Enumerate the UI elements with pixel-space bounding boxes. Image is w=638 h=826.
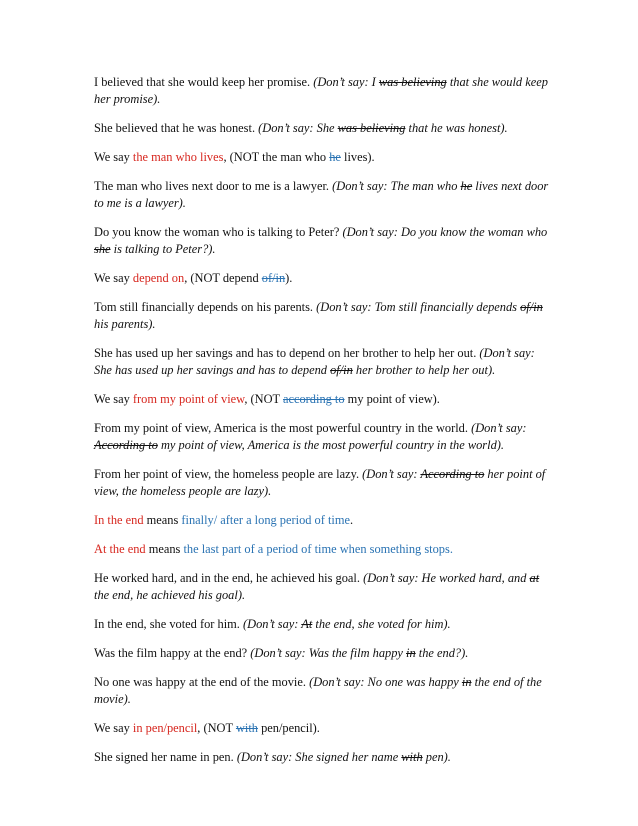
text-run: From my point of view, America is the most powerful country in the world. (94, 421, 472, 435)
paragraph (94, 299, 554, 333)
paragraph (94, 720, 554, 737)
dont-say-note: (Don’t say: She (258, 121, 338, 135)
struck-incorrect-word: at (529, 571, 540, 585)
struck-incorrect-word: in (406, 646, 416, 660)
dont-say-note: (Don’t say: (243, 617, 302, 631)
struck-incorrect-word: of/in (261, 271, 286, 285)
paragraph (94, 645, 554, 662)
paragraph (94, 74, 554, 108)
struck-incorrect-word: was believing (337, 121, 406, 135)
text-run: , (NOT depend (184, 271, 262, 285)
highlighted-phrase: from my point of view (132, 392, 245, 406)
dont-say-note: her point of view, the homeless people are lazy). (94, 467, 546, 498)
dont-say-note: (Don’t say: No one was happy (309, 675, 462, 689)
dont-say-note: her brother to help her out). (352, 363, 496, 377)
dont-say-note: lives next door to me is a lawyer). (94, 179, 549, 210)
struck-incorrect-word: was believing (378, 75, 447, 89)
paragraph (94, 749, 554, 766)
struck-incorrect-word: According to (420, 467, 485, 481)
text-run: We say (94, 392, 133, 406)
struck-incorrect-word: he (460, 179, 473, 193)
dont-say-note: (Don’t say: She has used up her savings and has to depend (94, 346, 535, 377)
text-run: , (NOT (244, 392, 283, 406)
paragraph (94, 224, 554, 258)
dont-say-note: the end of the movie). (94, 675, 542, 706)
dont-say-note: that she would keep her promise). (94, 75, 548, 106)
paragraph (94, 345, 554, 379)
text-run: The man who lives next door to me is a lawyer. (94, 179, 333, 193)
text-run: She believed that he was honest. (94, 121, 259, 135)
highlighted-phrase: depend on (132, 271, 185, 285)
text-run: . (350, 513, 354, 527)
dont-say-note: the end?). (415, 646, 469, 660)
dont-say-note: (Don’t say: I (313, 75, 379, 89)
text-run: She has used up her savings and has to depend on her brother to help her out. (94, 346, 480, 360)
struck-incorrect-word: with (235, 721, 258, 735)
struck-incorrect-word: of/in (520, 300, 543, 314)
dont-say-note: (Don’t say: (362, 467, 421, 481)
text-run: Was the film happy at the end? (94, 646, 251, 660)
text-run: means (143, 513, 182, 527)
dont-say-note: pen). (422, 750, 451, 764)
dont-say-note: (Don’t say: She signed her name (236, 750, 402, 764)
text-run: , (NOT the man who (223, 150, 330, 164)
highlighted-phrase: in pen/pencil (132, 721, 198, 735)
text-run: From her point of view, the homeless people are lazy. (94, 467, 363, 481)
struck-incorrect-word: According to (94, 438, 158, 452)
paragraph (94, 420, 554, 454)
paragraph (94, 466, 554, 500)
text-run: In the end, she voted for him. (94, 617, 243, 631)
struck-incorrect-word: according to (282, 392, 345, 406)
text-run: Tom still financially depends on his parents. (94, 300, 317, 314)
dont-say-note: (Don’t say: (471, 421, 527, 435)
dont-say-note: (Don’t say: Tom still financially depends (316, 300, 521, 314)
text-run: , (NOT (197, 721, 236, 735)
highlighted-phrase: At the end (94, 542, 146, 556)
paragraph (94, 674, 554, 708)
text-run: No one was happy at the end of the movie. (94, 675, 310, 689)
highlighted-phrase: the man who lives (132, 150, 224, 164)
dont-say-note: (Don’t say: He worked hard, and (363, 571, 530, 585)
struck-incorrect-word: she (94, 242, 111, 256)
definition-text: the last part of a period of time when something stops. (183, 542, 453, 556)
paragraph (94, 391, 554, 408)
dont-say-note: (Don’t say: The man who (332, 179, 461, 193)
text-run: means (145, 542, 184, 556)
text-run: We say (94, 271, 133, 285)
text-run: Do you know the woman who is talking to Peter? (94, 225, 343, 239)
struck-incorrect-word: with (401, 750, 423, 764)
highlighted-phrase: In the end (94, 513, 144, 527)
struck-incorrect-word: At (301, 617, 313, 631)
document-body (94, 74, 554, 778)
paragraph (94, 512, 554, 529)
dont-say-note: is talking to Peter?). (110, 242, 216, 256)
dont-say-note: the end, he achieved his goal). (94, 588, 246, 602)
dont-say-note: the end, she voted for him). (312, 617, 451, 631)
paragraph (94, 149, 554, 166)
definition-text: finally/ after a long period of time (181, 513, 350, 527)
paragraph (94, 120, 554, 137)
text-run: I believed that she would keep her promise. (94, 75, 314, 89)
paragraph (94, 270, 554, 287)
text-run: my point of view). (344, 392, 440, 406)
dont-say-note: that he was honest). (405, 121, 508, 135)
paragraph (94, 541, 554, 558)
text-run: pen/pencil). (257, 721, 320, 735)
text-run: He worked hard, and in the end, he achieved his goal. (94, 571, 364, 585)
text-run: We say (94, 721, 133, 735)
text-run: ). (285, 271, 293, 285)
paragraph (94, 616, 554, 633)
paragraph (94, 570, 554, 604)
dont-say-note: his parents). (94, 317, 156, 331)
dont-say-note: (Don’t say: Was the film happy (250, 646, 407, 660)
dont-say-note: my point of view, America is the most powerful country in the world). (157, 438, 504, 452)
struck-incorrect-word: in (461, 675, 472, 689)
paragraph (94, 178, 554, 212)
struck-incorrect-word: he (329, 150, 341, 164)
struck-incorrect-word: of/in (330, 363, 353, 377)
text-run: She signed her name in pen. (94, 750, 237, 764)
dont-say-note: (Don’t say: Do you know the woman who (342, 225, 548, 239)
text-run: We say (94, 150, 133, 164)
text-run: lives). (340, 150, 375, 164)
